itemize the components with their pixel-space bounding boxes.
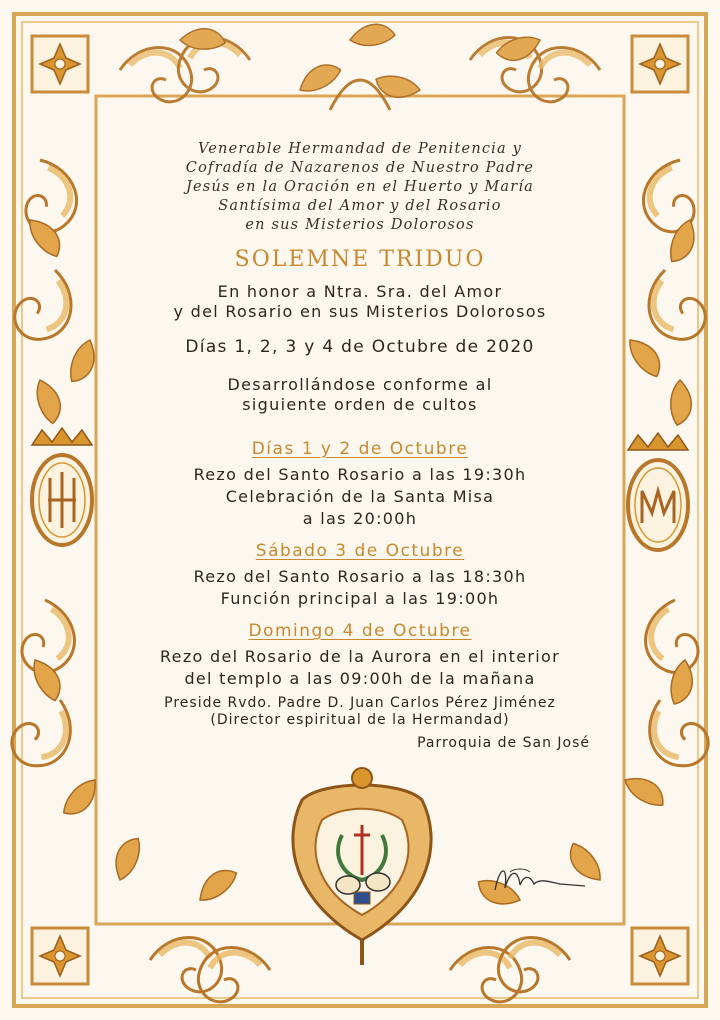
honor-text bbox=[110, 282, 610, 322]
brotherhood-line: Cofradía de Nazarenos de Nuestro Padre bbox=[185, 160, 535, 176]
day-heading: Días 1 y 2 de Octubre bbox=[251, 439, 469, 459]
brotherhood-line: Santísima del Amor y del Rosario bbox=[218, 198, 502, 214]
invitation-content bbox=[110, 140, 610, 751]
presider-line: Preside Rvdo. Padre D. Juan Carlos Pérez Jiménez bbox=[164, 695, 556, 711]
order-line: Desarrollándose conforme al bbox=[227, 375, 493, 394]
order-text bbox=[110, 375, 610, 415]
presider bbox=[110, 695, 610, 729]
schedule-item: Rezo del Santo Rosario a las 19:30h bbox=[193, 465, 527, 484]
day-heading: Domingo 4 de Octubre bbox=[248, 621, 472, 641]
schedule-item: del templo a las 09:00h de la mañana bbox=[184, 669, 536, 688]
order-line: siguiente orden de cultos bbox=[242, 395, 478, 414]
honor-line: y del Rosario en sus Misterios Dolorosos bbox=[173, 302, 547, 321]
schedule-item: a las 20:00h bbox=[302, 509, 418, 528]
parish-name: Parroquia de San José bbox=[417, 735, 590, 751]
right-monogram-icon bbox=[628, 433, 688, 550]
schedule-item: Rezo del Rosario de la Aurora en el interior bbox=[159, 647, 560, 666]
schedule-item: Función principal a las 19:00h bbox=[220, 589, 500, 608]
brotherhood-line: en sus Misterios Dolorosos bbox=[245, 217, 475, 233]
event-dates: Días 1, 2, 3 y 4 de Octubre de 2020 bbox=[185, 337, 535, 357]
brotherhood-line: Jesús en la Oración en el Huerto y María bbox=[185, 179, 535, 195]
schedule-day-1 bbox=[110, 439, 610, 529]
brotherhood-line: Venerable Hermandad de Penitencia y bbox=[197, 141, 523, 157]
coat-of-arms-icon bbox=[293, 768, 431, 965]
honor-line: En honor a Ntra. Sra. del Amor bbox=[217, 282, 503, 301]
brotherhood-name bbox=[110, 140, 610, 235]
signature bbox=[490, 860, 590, 900]
event-title: SOLEMNE TRIDUO bbox=[234, 247, 486, 272]
schedule-day-2 bbox=[110, 541, 610, 609]
left-monogram-icon bbox=[32, 428, 92, 545]
schedule-item: Celebración de la Santa Misa bbox=[225, 487, 495, 506]
schedule-item: Rezo del Santo Rosario a las 18:30h bbox=[193, 567, 527, 586]
day-heading: Sábado 3 de Octubre bbox=[255, 541, 465, 561]
schedule-day-3 bbox=[110, 621, 610, 689]
presider-line: (Director espiritual de la Hermandad) bbox=[210, 712, 510, 728]
